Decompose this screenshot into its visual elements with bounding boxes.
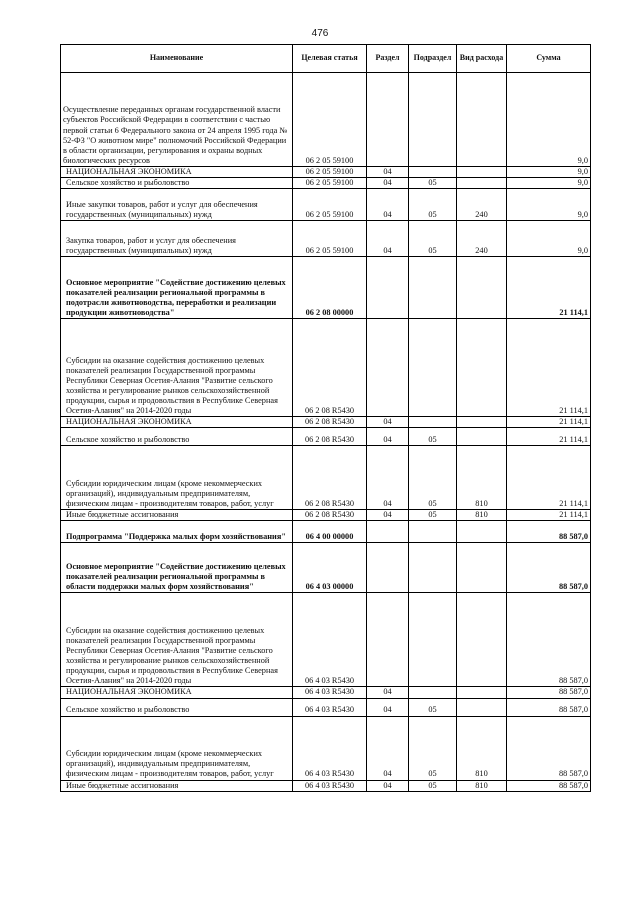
table-row (61, 593, 591, 687)
cell-target-article: 06 2 08 R5430 (293, 319, 367, 417)
cell-target-article: 06 4 03 R5430 (293, 780, 367, 791)
cell-sum: 88 587,0 (507, 593, 591, 687)
table-row (61, 167, 591, 178)
cell-target-article: 06 2 05 59100 (293, 221, 367, 257)
cell-sum: 88 587,0 (507, 698, 591, 716)
cell-name: НАЦИОНАЛЬНАЯ ЭКОНОМИКА (61, 167, 293, 178)
cell-sum: 9,0 (507, 178, 591, 189)
cell-subsection (409, 417, 457, 428)
cell-target-article: 06 4 03 R5430 (293, 716, 367, 780)
cell-expense-type (457, 73, 507, 167)
table-row (61, 73, 591, 167)
cell-section: 04 (367, 221, 409, 257)
cell-section: 04 (367, 428, 409, 446)
cell-expense-type (457, 417, 507, 428)
header-target-article: Целевая статья (293, 45, 367, 73)
cell-target-article: 06 4 00 00000 (293, 521, 367, 543)
cell-sum: 21 114,1 (507, 257, 591, 319)
cell-target-article: 06 4 03 R5430 (293, 698, 367, 716)
table-row (61, 716, 591, 780)
cell-subsection: 05 (409, 510, 457, 521)
cell-target-article: 06 4 03 00000 (293, 543, 367, 593)
cell-target-article: 06 2 08 R5430 (293, 417, 367, 428)
cell-name: Субсидии на оказание содействия достижению целевых показателей реализации Государственной программы Республики Северная Осетия-Алания "Развитие сельского хозяйства и регулирование рынков сельскохозяйственной продукции, сырья и продовольствия в Республике Северная Осетия-Алания" на 2014-2020 годы (61, 593, 293, 687)
cell-subsection (409, 687, 457, 698)
table-row (61, 687, 591, 698)
cell-name: Сельское хозяйство и рыболовство (61, 428, 293, 446)
cell-name: НАЦИОНАЛЬНАЯ ЭКОНОМИКА (61, 687, 293, 698)
table-header-row (61, 45, 591, 73)
header-name: Наименование (61, 45, 293, 73)
cell-sum: 88 587,0 (507, 687, 591, 698)
cell-name: Субсидии на оказание содействия достижению целевых показателей реализации Государственной программы Республики Северная Осетия-Алания "Развитие сельского хозяйства и регулирование рынков сельскохозяйственной продукции, сырья и продовольствия в Республике Северная Осетия-Алания" на 2014-2020 годы (61, 319, 293, 417)
cell-expense-type (457, 687, 507, 698)
cell-expense-type: 810 (457, 446, 507, 510)
cell-section: 04 (367, 687, 409, 698)
table-row (61, 521, 591, 543)
header-expense-type: Вид расхода (457, 45, 507, 73)
cell-expense-type: 810 (457, 780, 507, 791)
cell-expense-type (457, 319, 507, 417)
cell-expense-type: 810 (457, 510, 507, 521)
table-row (61, 221, 591, 257)
cell-expense-type (457, 593, 507, 687)
cell-subsection: 05 (409, 716, 457, 780)
cell-expense-type (457, 257, 507, 319)
cell-sum: 9,0 (507, 167, 591, 178)
cell-sum: 88 587,0 (507, 716, 591, 780)
cell-name: Основное мероприятие "Содействие достижению целевых показателей реализации региональной программы в области поддержки малых форм хозяйствования" (61, 543, 293, 593)
cell-section (367, 257, 409, 319)
cell-expense-type: 810 (457, 716, 507, 780)
cell-section: 04 (367, 698, 409, 716)
cell-sum: 21 114,1 (507, 428, 591, 446)
cell-section (367, 593, 409, 687)
cell-expense-type (457, 698, 507, 716)
cell-name: Основное мероприятие "Содействие достижению целевых показателей реализации региональной программы в подотрасли животноводства, переработки и реализации продукции животноводства" (61, 257, 293, 319)
cell-target-article: 06 2 05 59100 (293, 178, 367, 189)
cell-name: Иные закупки товаров, работ и услуг для обеспечения государственных (муниципальных) нужд (61, 189, 293, 221)
table-row (61, 417, 591, 428)
cell-sum: 88 587,0 (507, 543, 591, 593)
cell-expense-type: 240 (457, 221, 507, 257)
header-section: Раздел (367, 45, 409, 73)
cell-subsection (409, 73, 457, 167)
table-row (61, 178, 591, 189)
cell-subsection (409, 257, 457, 319)
cell-section: 04 (367, 167, 409, 178)
budget-table (60, 44, 591, 792)
cell-name: Осуществление переданных органам государственной власти субъектов Российской Федерации в соответствии с частью первой статьи 6 Федерального закона от 24 апреля 1995 года № 52-ФЗ "О животном мире" полномочий Российской Федерации в области организации, регулирования и охраны водных биологических ресурсов (61, 73, 293, 167)
table-row (61, 319, 591, 417)
cell-subsection: 05 (409, 221, 457, 257)
table-row (61, 189, 591, 221)
cell-section: 04 (367, 446, 409, 510)
cell-target-article: 06 2 08 R5430 (293, 510, 367, 521)
cell-expense-type (457, 428, 507, 446)
cell-sum: 88 587,0 (507, 780, 591, 791)
cell-subsection: 05 (409, 428, 457, 446)
cell-expense-type: 240 (457, 189, 507, 221)
cell-subsection: 05 (409, 446, 457, 510)
cell-sum: 9,0 (507, 221, 591, 257)
cell-subsection (409, 521, 457, 543)
cell-subsection (409, 167, 457, 178)
cell-sum: 88 587,0 (507, 521, 591, 543)
cell-target-article: 06 2 08 R5430 (293, 446, 367, 510)
table-row (61, 446, 591, 510)
cell-section (367, 543, 409, 593)
cell-target-article: 06 2 08 R5430 (293, 428, 367, 446)
page-number: 476 (311, 28, 329, 39)
table-row (61, 780, 591, 791)
cell-sum: 9,0 (507, 73, 591, 167)
cell-section: 04 (367, 510, 409, 521)
cell-expense-type (457, 167, 507, 178)
cell-subsection (409, 593, 457, 687)
table-row (61, 428, 591, 446)
cell-subsection (409, 543, 457, 593)
cell-sum: 21 114,1 (507, 319, 591, 417)
cell-sum: 21 114,1 (507, 446, 591, 510)
cell-section (367, 319, 409, 417)
cell-section (367, 521, 409, 543)
cell-name: Иные бюджетные ассигнования (61, 510, 293, 521)
table-row (61, 698, 591, 716)
header-subsection: Подраздел (409, 45, 457, 73)
cell-target-article: 06 2 05 59100 (293, 73, 367, 167)
cell-name: Закупка товаров, работ и услуг для обеспечения государственных (муниципальных) нужд (61, 221, 293, 257)
cell-subsection: 05 (409, 178, 457, 189)
table-row (61, 257, 591, 319)
cell-name: Подпрограмма "Поддержка малых форм хозяйствования" (61, 521, 293, 543)
cell-name: Сельское хозяйство и рыболовство (61, 178, 293, 189)
cell-name: Субсидии юридическим лицам (кроме некоммерческих организаций), индивидуальным предпринимателям, физическим лицам - производителям товаров, работ, услуг (61, 716, 293, 780)
cell-name: НАЦИОНАЛЬНАЯ ЭКОНОМИКА (61, 417, 293, 428)
cell-target-article: 06 2 05 59100 (293, 189, 367, 221)
cell-name: Субсидии юридическим лицам (кроме некоммерческих организаций), индивидуальным предпринимателям, физическим лицам - производителям товаров, работ, услуг (61, 446, 293, 510)
cell-name: Сельское хозяйство и рыболовство (61, 698, 293, 716)
cell-section: 04 (367, 780, 409, 791)
cell-section: 04 (367, 189, 409, 221)
cell-section: 04 (367, 178, 409, 189)
cell-subsection: 05 (409, 189, 457, 221)
cell-section: 04 (367, 716, 409, 780)
cell-target-article: 06 2 08 00000 (293, 257, 367, 319)
cell-target-article: 06 4 03 R5430 (293, 593, 367, 687)
cell-section: 04 (367, 417, 409, 428)
cell-expense-type (457, 543, 507, 593)
cell-sum: 21 114,1 (507, 510, 591, 521)
cell-section (367, 73, 409, 167)
cell-target-article: 06 2 05 59100 (293, 167, 367, 178)
table-row (61, 543, 591, 593)
cell-sum: 9,0 (507, 189, 591, 221)
cell-subsection (409, 319, 457, 417)
cell-subsection: 05 (409, 698, 457, 716)
cell-subsection: 05 (409, 780, 457, 791)
cell-expense-type (457, 178, 507, 189)
table-row (61, 510, 591, 521)
cell-target-article: 06 4 03 R5430 (293, 687, 367, 698)
cell-sum: 21 114,1 (507, 417, 591, 428)
header-sum: Сумма (507, 45, 591, 73)
cell-expense-type (457, 521, 507, 543)
cell-name: Иные бюджетные ассигнования (61, 780, 293, 791)
